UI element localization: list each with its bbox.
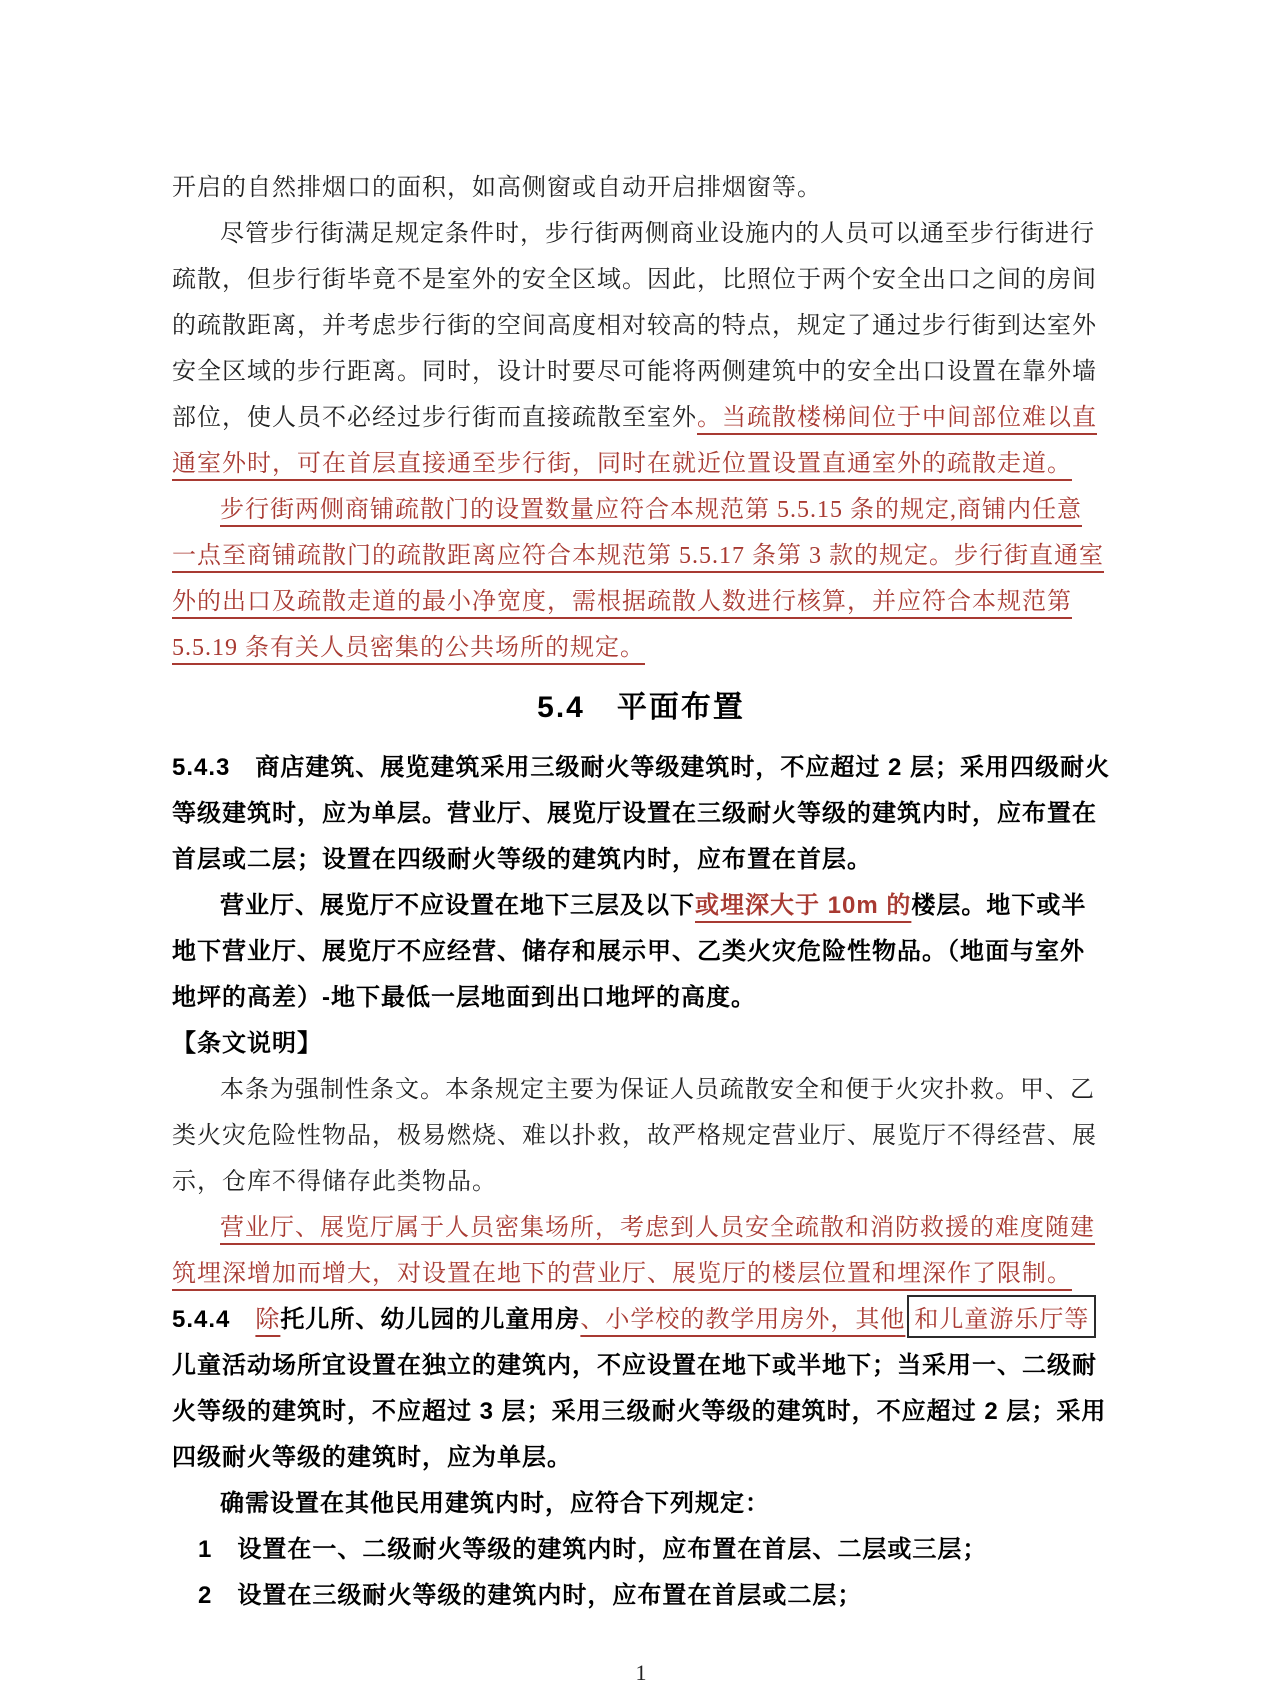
text-segment: 类火灾危险性物品，极易燃烧、难以扑救，故严格规定营业厅、展览厅不得经营、展 [172,1122,1097,1149]
text-line [172,483,1110,529]
text-segment: 营业厅、展览厅属于人员密集场所，考虑到人员安全疏散和消防救援的难度随建 [220,1214,1095,1241]
text-line [172,1109,1110,1155]
text-line [172,879,1110,925]
text-segment: 筑埋深增加而增大，对设置在地下的营业厅、展览厅的楼层位置和埋深作了限制。 [172,1260,1072,1287]
text-segment: 尽管步行街满足规定条件时，步行街两侧商业设施内的人员可以通至步行街进行 [220,220,1095,247]
text-line [172,529,1110,575]
text-line [172,971,1110,1017]
text-segment: 疏散，但步行街毕竟不是室外的安全区域。因此，比照位于两个安全出口之间的房间 [172,266,1097,293]
text-segment: 营业厅、展览厅不应设置在地下三层及以下 [220,891,695,919]
text-line [172,1017,1110,1063]
text-segment: 地坪的高差）-地下最低一层地面到出口地坪的高度。 [172,983,756,1011]
text-line [172,1155,1110,1201]
text-line [172,575,1110,621]
text-segment: 5.4.3 商店建筑、展览建筑采用三级耐火等级建筑时，不应超过 2 层；采用四级耐火 [172,753,1111,781]
text-segment: 开启的自然排烟口的面积，如高侧窗或自动开启排烟窗等。 [172,174,822,201]
text-segment: 部位，使人员不必经过步行街而直接疏散至室外 [172,404,697,431]
text-line [172,1247,1110,1293]
text-segment: 1 设置在一、二级耐火等级的建筑内时，应布置在首层、二层或三层； [198,1535,988,1563]
text-line [172,1339,1110,1385]
text-line [172,391,1110,437]
text-segment: 四级耐火等级的建筑时，应为单层。 [172,1443,572,1471]
text-line [172,621,1110,667]
text-line [172,1293,1110,1339]
text-segment: 5.5.19 条有关人员密集的公共场所的规定。 [172,634,645,661]
text-line [172,437,1110,483]
text-segment: 外的出口及疏散走道的最小净宽度，需根据疏散人数进行核算，并应符合本规范第 [172,588,1072,615]
document-body [172,161,1110,1615]
text-lines-after-heading [172,741,1110,1615]
text-segment: 的疏散距离，并考虑步行街的空间高度相对较高的特点，规定了通过步行街到达室外 [172,312,1097,339]
text-line [172,345,1110,391]
text-segment: 确需设置在其他民用建筑内时，应符合下列规定： [220,1489,770,1517]
boxed-revision-text: 和儿童游乐厅等 [907,1295,1096,1338]
text-line [172,833,1110,879]
text-segment: 安全区域的步行距离。同时，设计时要尽可能将两侧建筑中的安全出口设置在靠外墙 [172,358,1097,385]
text-segment: 、小学校的教学用房外，其他 [580,1306,906,1333]
text-segment: 或埋深大于 10m 的 [695,891,912,919]
text-segment: 地下营业厅、展览厅不应经营、储存和展示甲、乙类火灾危险性物品。（地面与室外 [172,937,1085,965]
text-line [172,299,1110,345]
text-segment: 首层或二层；设置在四级耐火等级的建筑内时，应布置在首层。 [172,845,872,873]
text-line [172,1063,1110,1109]
text-segment: 2 设置在三级耐火等级的建筑内时，应布置在首层或二层； [198,1581,863,1609]
page-number: 1 [635,1660,647,1685]
text-segment: 。当疏散楼梯间位于中间部位难以直 [697,404,1097,431]
text-line [172,1385,1110,1431]
text-segment: 通室外时，可在首层直接通至步行街，同时在就近位置设置直通室外的疏散走道。 [172,450,1072,477]
text-line [172,787,1110,833]
text-segment: 本条为强制性条文。本条规定主要为保证人员疏散安全和便于火灾扑救。甲、乙 [220,1076,1095,1103]
text-segment: 等级建筑时，应为单层。营业厅、展览厅设置在三级耐火等级的建筑内时，应布置在 [172,799,1097,827]
text-line [172,925,1110,971]
text-line [172,741,1110,787]
text-segment: 一点至商铺疏散门的疏散距离应符合本规范第 5.5.17 条第 3 款的规定。步行街直通室 [172,542,1104,569]
text-line [172,1569,1110,1615]
text-segment: 步行街两侧商铺疏散门的设置数量应符合本规范第 5.5.15 条的规定,商铺内任意 [220,496,1082,523]
text-lines-before-heading [172,161,1110,667]
section-heading: 5.4 平面布置 [537,691,745,724]
text-segment: 除 [255,1306,281,1333]
text-line [172,207,1110,253]
text-segment: 楼层。地下或半 [911,891,1087,919]
text-line [172,253,1110,299]
text-line [172,1523,1110,1569]
text-segment: 儿童活动场所宜设置在独立的建筑内，不应设置在地下或半地下；当采用一、二级耐 [172,1351,1097,1379]
text-segment: 示，仓库不得储存此类物品。 [172,1168,497,1195]
text-segment: 托儿所、幼儿园的儿童用房 [280,1305,581,1333]
text-line [172,1431,1110,1477]
text-line [172,161,1110,207]
text-line [172,1477,1110,1523]
text-segment: 【条文说明】 [172,1029,322,1057]
text-line [172,1201,1110,1247]
text-segment: 火等级的建筑时，不应超过 3 层；采用三级耐火等级的建筑时，不应超过 2 层；采用 [172,1397,1107,1425]
text-segment: 5.4.4 [172,1305,256,1333]
